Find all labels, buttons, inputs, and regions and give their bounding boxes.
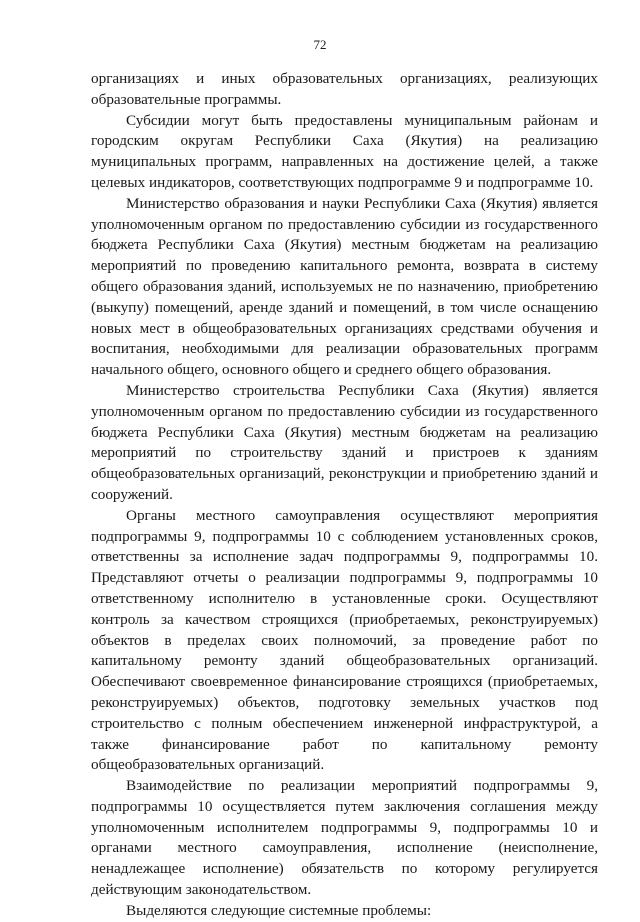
paragraph-ministry-construction: Министерство строительства Республики Саха (Якутия) является уполномоченным органом по предоставлению субсидии из государственного бюджета Республики Саха (Якутия) местным бюджетам на реализацию мероприятий по строительству зданий и пристроев к зданиям общеобразовательных организаций, реконструкции и приобретению зданий и сооружений.: [91, 381, 598, 503]
paragraph-local-government: Органы местного самоуправления осуществляют мероприятия подпрограммы 9, подпрограммы 10 с соблюдением установленных сроков, ответственны за исполнение задач подпрограммы 9, подпрограммы 10. Представляют отчеты о реализации подпрограммы 9, подпрограммы 10 ответственному исполнителю в установленные сроки. Осуществляют контроль за качеством строящихся (приобретаемых, реконструируемых) объектов в пределах своих полномочий, за проведение работ по капитальному ремонту зданий общеобразовательных организаций. Обеспечивают своевременное финансирование строящихся (приобретаемых, реконструируемых) объектов, подготовку земельных участков под строительство с полным обеспечением инженерной инфраструктурой, а также финансирование работ по капитальному ремонту общеобразовательных организаций.: [91, 506, 598, 774]
paragraph-interaction: Взаимодействие по реализации мероприятий подпрограммы 9, подпрограммы 10 осуществляется путем заключения соглашения между уполномоченным исполнителем подпрограммы 9, подпрограммы 10 и органами местного самоуправления, исполнение (неисполнение, ненадлежащее исполнение) обязательств по которому регулируется действующим законодательством.: [91, 777, 598, 899]
paragraph-continuation: организациях и иных образовательных организациях, реализующих образовательные программы.: [91, 70, 598, 108]
document-body: [91, 69, 598, 922]
paragraph-subsidies: Субсидии могут быть предоставлены муниципальным районам и городским округам Республики Саха (Якутия) на реализацию муниципальных программ, направленных на достижение целей, а также целевых индикаторов, соответствующих подпрограмме 9 и подпрограмме 10.: [91, 111, 598, 191]
page-number: 72: [313, 37, 327, 52]
paragraph-ministry-education: Министерство образования и науки Республики Саха (Якутия) является уполномоченным органом по предоставлению субсидии из государственного бюджета Республики Саха (Якутия) местным бюджетам на реализацию мероприятий по проведению капитального ремонта, возврата в систему общего образования зданий, используемых не по назначению, приобретению (выкупу) помещений, аренде зданий и помещений, в том числе оснащению новых мест в общеобразовательных организациях средствами обучения и воспитания, необходимыми для реализации образовательных программ начального общего, основного общего и среднего общего образования.: [91, 194, 598, 379]
paragraph-problems-intro: Выделяются следующие системные проблемы:: [126, 901, 432, 919]
